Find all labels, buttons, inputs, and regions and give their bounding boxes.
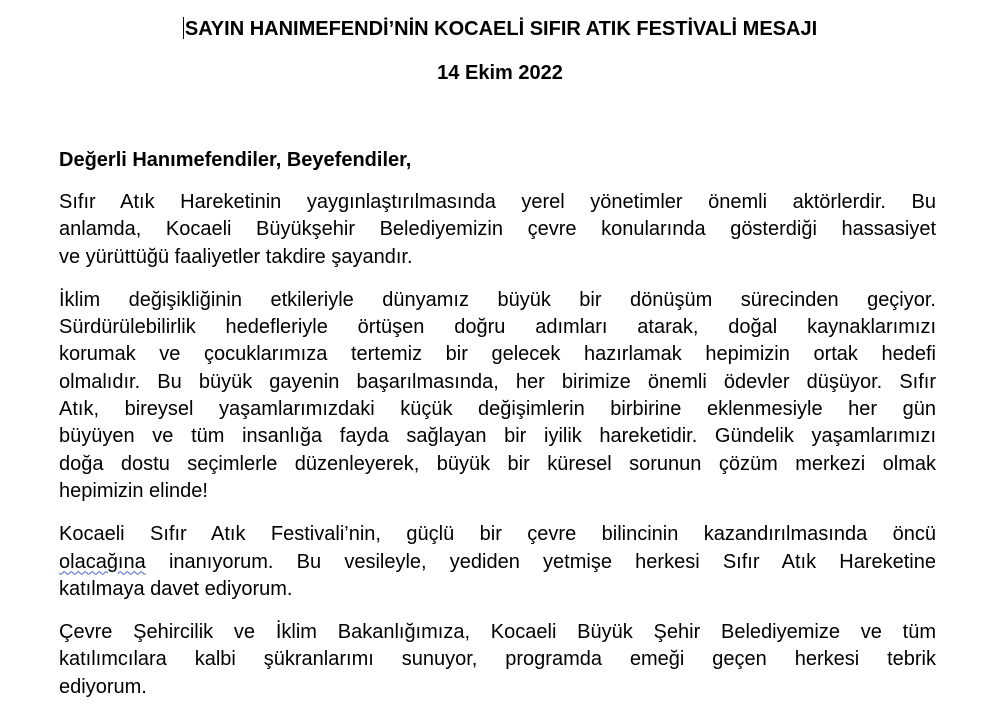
paragraph-line: doğa dostu seçimlerle düzenleyerek, büyük bir küresel sorunun çözüm merkezi olmak bbox=[59, 452, 936, 475]
paragraph-line: ediyorum. bbox=[59, 675, 147, 698]
paragraph-line: İklim değişikliğinin etkileriyle dünyamız büyük bir dönüşüm sürecinden geçiyor. bbox=[59, 288, 936, 311]
paragraph-line: Kocaeli Sıfır Atık Festivali’nin, güçlü bir çevre bilincinin kazandırılmasında öncü bbox=[59, 523, 936, 546]
paragraph-line: Sıfır Atık Hareketinin yaygınlaştırılmasında yerel yönetimler önemli aktörlerdir. Bu bbox=[59, 191, 936, 213]
document-date: 14 Ekim 2022 bbox=[437, 62, 563, 84]
document-title bbox=[0, 17, 1000, 41]
salutation: Değerli Hanımefendiler, Beyefendiler, bbox=[59, 149, 412, 171]
paragraph-line: hepimizin elinde! bbox=[59, 479, 208, 502]
spellcheck-flagged-word[interactable]: olacağına bbox=[59, 550, 146, 573]
document-body[interactable] bbox=[59, 147, 936, 717]
paragraph-3 bbox=[59, 521, 936, 603]
document-title-text: SAYIN HANIMEFENDİ’NİN KOCAELİ SIFIR ATIK FESTİVALİ MESAJI bbox=[184, 18, 818, 40]
paragraph-line: katılmaya davet ediyorum. bbox=[59, 577, 293, 600]
paragraph-line: olmalıdır. Bu büyük gayenin başarılmasında, her birimize önemli ödevler düşüyor. Sıfır bbox=[59, 370, 936, 393]
paragraph-line: anlamda, Kocaeli Büyükşehir Belediyemizin çevre konularında gösterdiği hassasiyet bbox=[59, 218, 936, 241]
paragraph-2 bbox=[59, 287, 936, 505]
text-cursor bbox=[183, 17, 184, 39]
paragraph-line: büyüyen ve tüm insanlığa fayda sağlayan bir iyilik hareketidir. Gündelik yaşamlarımızı bbox=[59, 425, 936, 448]
paragraph-4 bbox=[59, 619, 936, 701]
paragraph-line: ve yürüttüğü faaliyetler takdire şayandır. bbox=[59, 245, 413, 268]
paragraph-line: Sürdürülebilirlik hedefleriyle örtüşen doğru adımları atarak, doğal kaynaklarımızı bbox=[59, 316, 936, 339]
paragraph-line: korumak ve çocuklarımıza tertemiz bir gelecek hazırlamak hepimizin ortak hedefi bbox=[59, 343, 936, 366]
paragraph-line-rest: inanıyorum. Bu vesileyle, yediden yetmişe herkesi Sıfır Atık Hareketine bbox=[145, 550, 936, 573]
paragraph-line: Atık, bireysel yaşamlarımızdaki küçük değişimlerin birbirine eklenmesiyle her gün bbox=[59, 398, 936, 421]
paragraph-line: Çevre Şehircilik ve İklim Bakanlığımıza, Kocaeli Büyük Şehir Belediyemize ve tüm bbox=[59, 621, 936, 644]
paragraph-1 bbox=[59, 189, 936, 271]
paragraph-line: katılımcılara kalbi şükranlarımı sunuyor, programda emeği geçen herkesi tebrik bbox=[59, 648, 936, 671]
paragraph-line bbox=[59, 549, 936, 576]
